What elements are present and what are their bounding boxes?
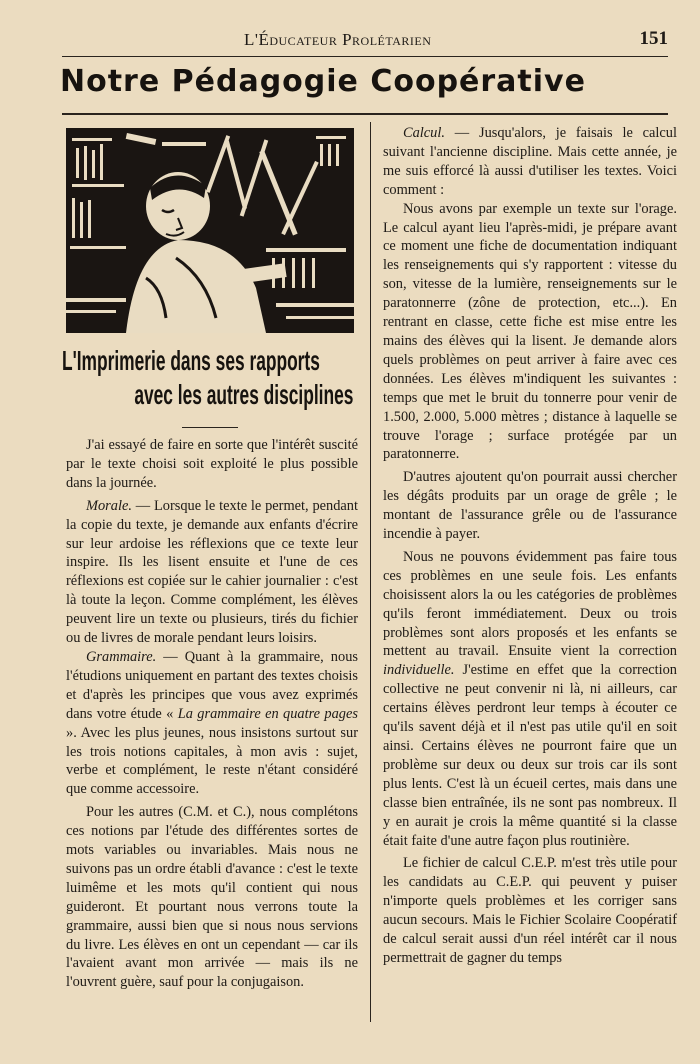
subtitle-line-2: avec les autres disciplines	[134, 379, 354, 410]
paragraph-morale: Morale. — Lorsque le texte le permet, pendant la copie du texte, je demande aux enfants d'écrire sur leur ardoise les réflexions que ce texte leur inspire. Ils les lisent ensuite et l'une de ces réflexions est copiée sur le cahier journalier : c'est là toute la leçon. Comme complément, les élèves peuvent lire un texte ou plusieurs, tirés du fichier ou de livres de morale pendant leurs loisirs.	[66, 497, 358, 647]
woodcut-illustration	[66, 128, 354, 333]
right-column	[383, 124, 677, 972]
article-subtitle	[62, 344, 354, 412]
title-rule	[62, 113, 668, 115]
subtitle-line-1: L'Imprimerie dans ses rapports	[62, 345, 320, 376]
left-column	[66, 436, 358, 996]
section-label: Morale.	[86, 497, 132, 514]
paragraph: D'autres ajoutent qu'on pourrait aussi chercher les dégâts produits par un orage de grêle ; le montant de l'assurance grêle ou de l'assurance incendie à payer.	[383, 469, 677, 543]
paragraph-grammaire: Grammaire. — Quant à la grammaire, nous l'étudions uniquement en partant des textes choisis et d'après les principes que vous avez exprimés dans votre étude « La grammaire en quatre pages ». Avec les plus jeunes, nous insistons surtout sur les trois notions capitales, à mon avis : sujet, verbe et complément, le reste n'étant considéré que comme accessoire.	[66, 648, 358, 798]
paragraph: J'ai essayé de faire en sorte que l'intérêt suscité par le texte choisi soit exploité le plus possible dans la journée.	[66, 437, 358, 491]
paragraph: Nous ne pouvons évidemment pas faire tous ces problèmes en une seule fois. Les enfants choisissent alors la ou les catégories de problèmes qu'ils feront immédiatement. Deux ou trois problèmes sont alors proposés et les enfants se mettent au travail. Ensuite vient la correction individuelle. J'estime en effet que la correction collective ne peut convenir ni là, ni ailleurs, car certains élèves perdront leur temps à écouter ce qu'ils savent déjà et il n'est pas utile qu'il en soit ainsi. Certains élèves ne pourront faire que un problème sur deux ou deux sur trois car ils sont plus lents. C'est là un écueil certes, mais dans une classe bien entraînée, ils ne sont pas nombreux. Il y en aurait je crois la même quantité si la classe était faite d'une autre façon plus routinière.	[383, 548, 677, 849]
paragraph: Pour les autres (C.M. et C.), nous complétons ces notions par l'étude des différentes sortes de mots variables ou invariables. Mais nous ne suivons pas un ordre établi d'avance : c'est le texte luimême et les mots qu'il contient qui nous guideront. Et pourtant nous verrons toute la grammaire, aussi bien que si nous nous servions du livre. Les élèves en ont un cependant — car ils l'avaient avant mon arrivée — mais ils ne l'ouvrent guère, sauf pour la conjugaison.	[66, 804, 358, 991]
section-label: Grammaire.	[86, 648, 157, 665]
page-header	[62, 28, 668, 54]
subtitle-rule	[182, 427, 238, 428]
paragraph: Le fichier de calcul C.E.P. m'est très utile pour les candidats au C.E.P. qui peuvent y puiser n'importe quels problèmes et les corriger sans aucun secours. Mais le Fichier Scolaire Coopératif de calcul serait aussi d'un réel intérêt car il nous permettrait de gagner du temps	[383, 855, 677, 966]
paragraph: Nous avons par exemple un texte sur l'orage. Le calcul ayant lieu l'après-midi, je prépare avant ce moment une fiche de documentation indiquant les renseignements qui s'y rapportent : vitesse du son, vitesse de la lumière, renseignements sur le paratonnerre (zône de protection, etc...). En rentrant en classe, cette fiche est mise entre les mains des élèves qui la lisent. Je demande alors quels problèmes on peut arriver à faire avec ces données. Les élèves m'indiquent les suivantes : temps que met le bruit du tonnerre pour venir de 1.500, 2.000, 5.000 mètres ; distance à laquelle se trouve l'orage ; surface protégée par un paratonnerre.	[383, 200, 677, 463]
column-divider	[370, 122, 371, 1022]
article-title: Notre Pédagogie Coopérative	[60, 64, 586, 99]
paragraph-calcul: Calcul. — Jusqu'alors, je faisais le calcul suivant l'ancienne discipline. Mais cette année, je me suis efforcé là aussi d'utiliser les textes. Voici comment :	[383, 125, 677, 198]
section-label: Calcul.	[403, 125, 445, 141]
running-title: L'Éducateur Prolétarien	[244, 30, 432, 49]
header-rule	[62, 56, 668, 57]
page-number: 151	[639, 28, 668, 49]
